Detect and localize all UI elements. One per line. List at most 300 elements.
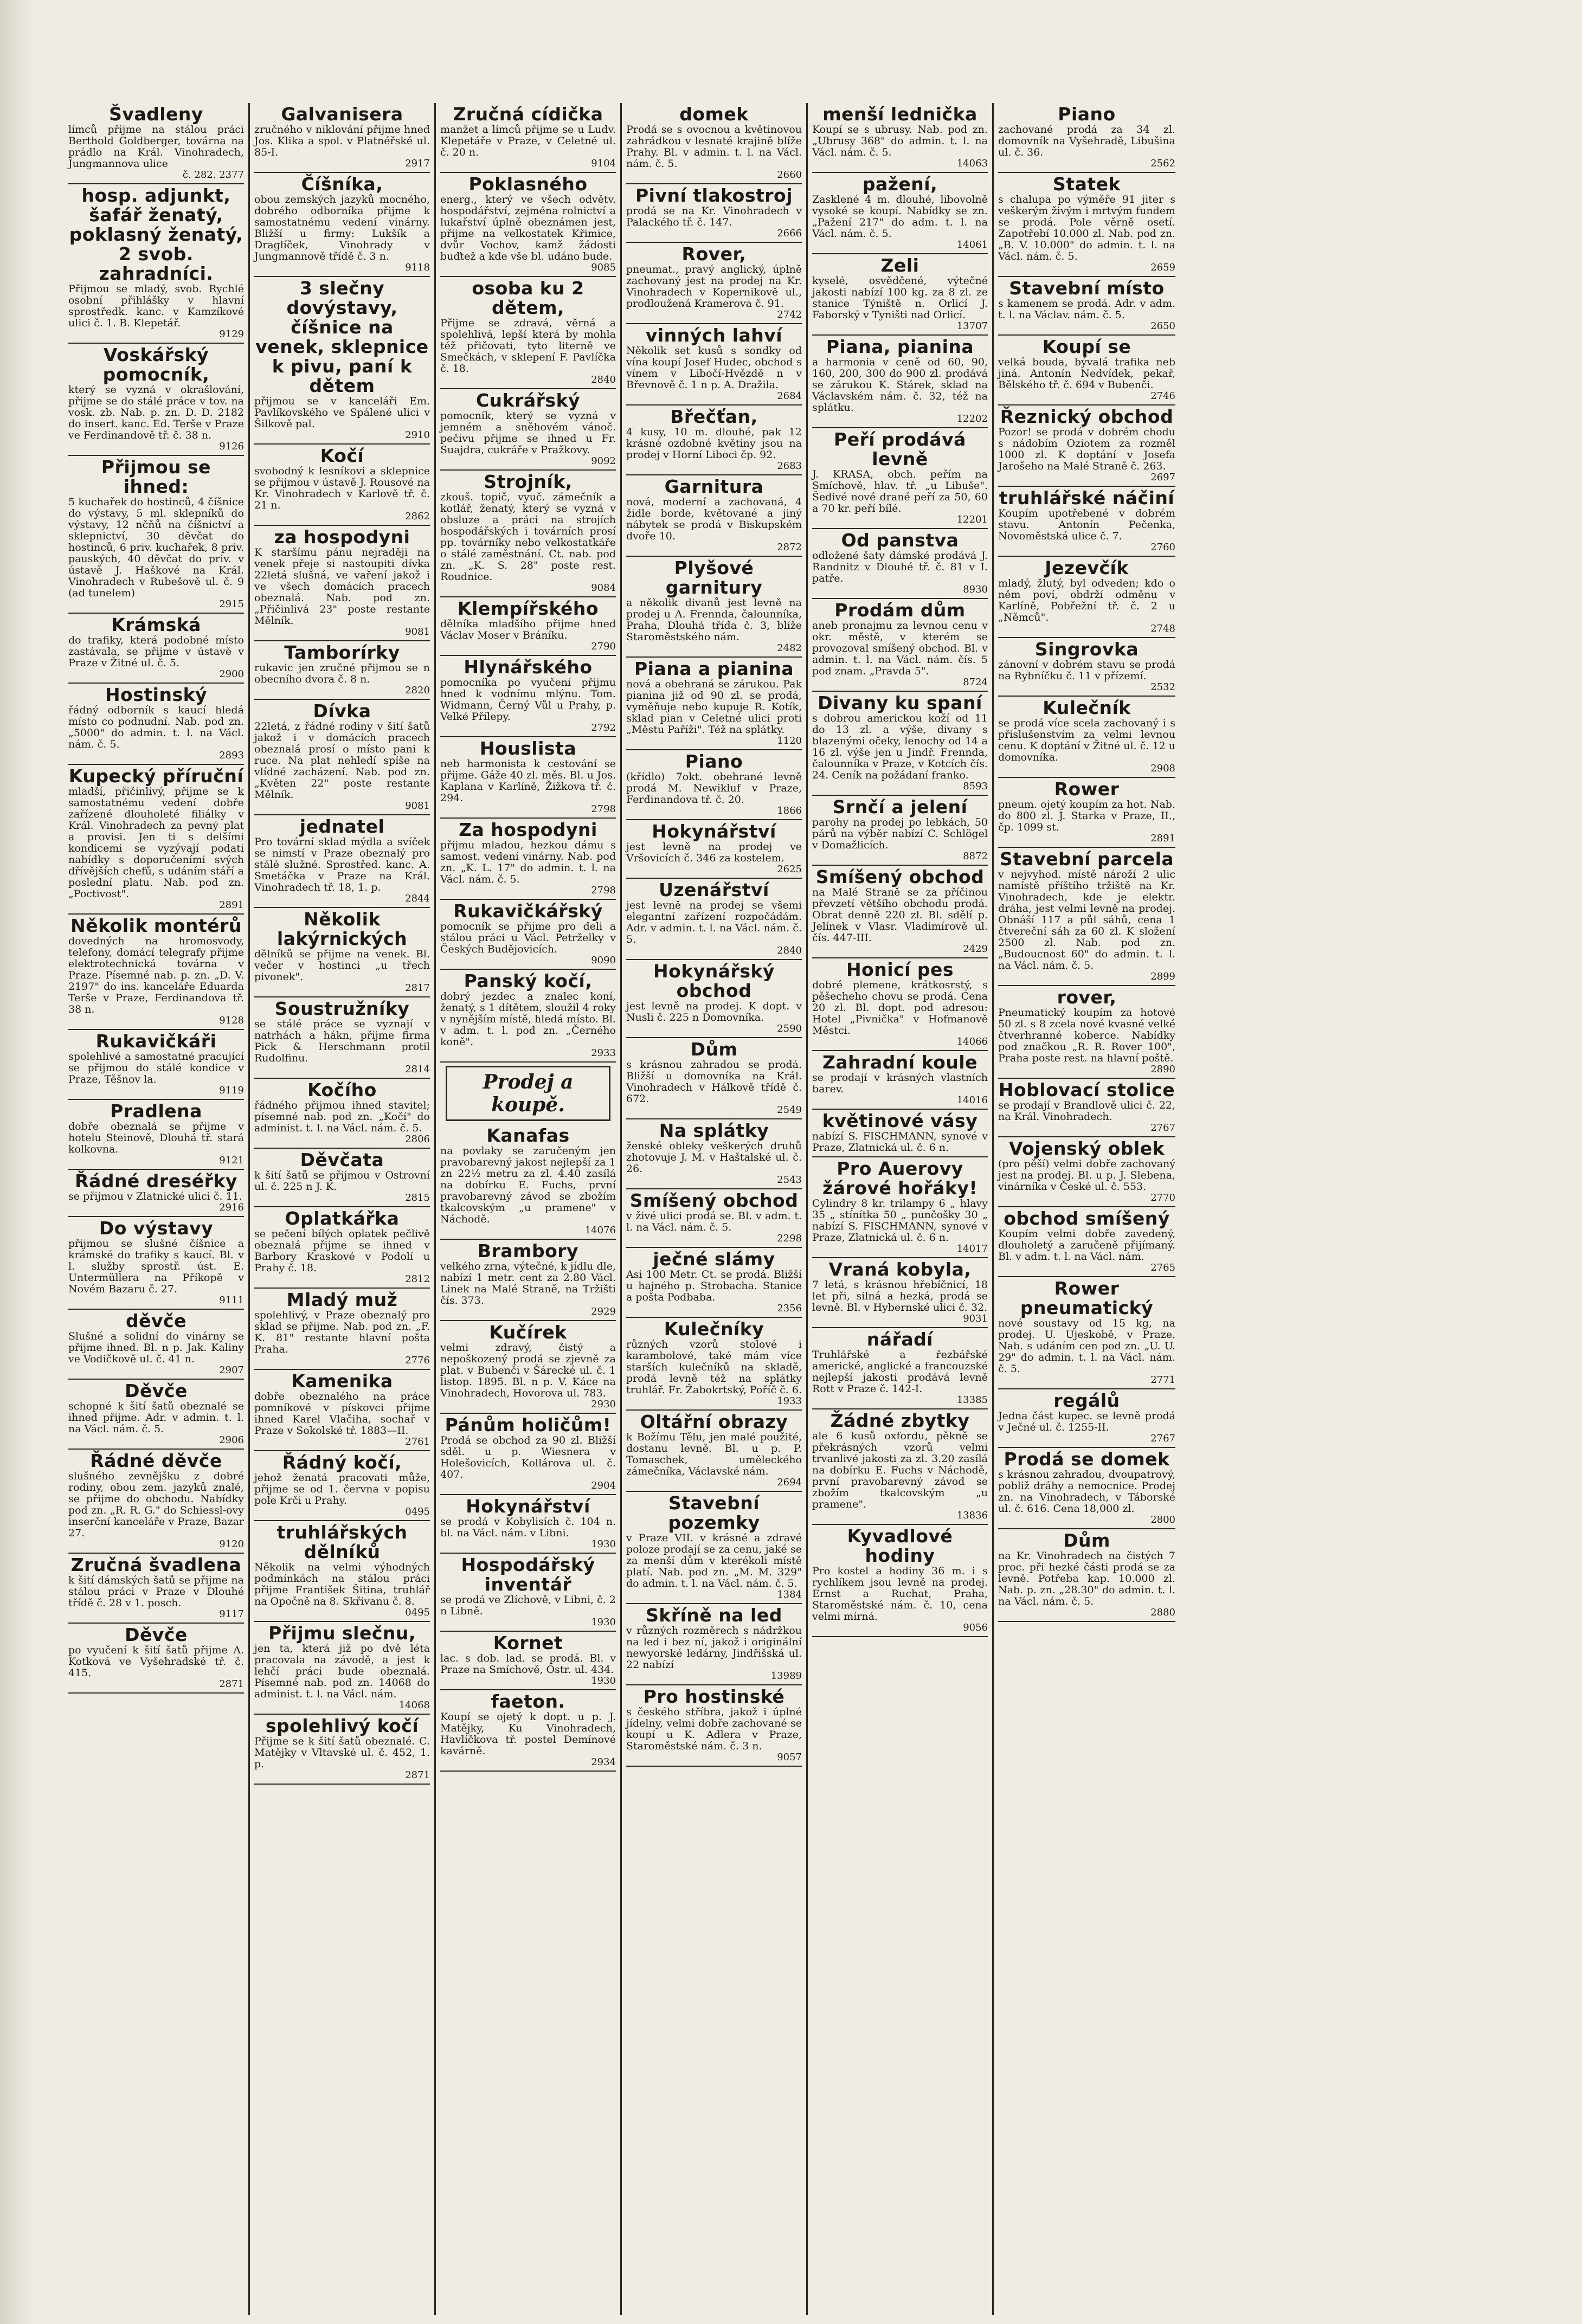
ad-headline: Řádné dreséřky <box>75 1170 237 1192</box>
classified-ad <box>812 103 988 173</box>
ad-code: 2429 <box>963 943 988 955</box>
ad-headline: Kočího <box>307 1079 377 1100</box>
classified-ad <box>626 820 802 879</box>
ad-headline: Břečťan, <box>670 406 758 427</box>
ad-body: se pečení bílých oplatek pečlivě obeznalá přijme se ihned v Barbory Kraskové v Podolí u Prahy č. 18. <box>254 1228 430 1274</box>
ad-code: 9119 <box>219 1085 244 1096</box>
ad-body: v Praze VII. v krásné a zdravé poloze prodají se za cenu, jaké se za menší dům v kterékoli místě platí. Nab. pod zn. „M. M. 329" do admin. t. l. na Václ. nám. č. 5. <box>626 1532 802 1589</box>
ad-code: 14016 <box>956 1095 988 1106</box>
ad-headline: Kupecký příruční <box>68 765 244 787</box>
ad-code: 2862 <box>405 511 430 522</box>
classified-ad <box>254 997 430 1079</box>
classified-ad <box>998 697 1175 778</box>
ad-headline: Pánům holičům! <box>445 1414 612 1435</box>
ad-code: 2650 <box>1150 320 1175 332</box>
ad-code: 2798 <box>591 885 616 896</box>
classified-ad <box>626 557 802 658</box>
classified-ad <box>626 960 802 1038</box>
classified-ad <box>626 1411 802 1492</box>
ad-headline: Od panstva <box>841 530 959 551</box>
classified-ad <box>440 103 616 173</box>
ad-headline: Pro hostinské <box>643 1686 785 1707</box>
ad-code: č. 282. 2377 <box>182 169 244 181</box>
ad-code: 2684 <box>777 390 802 402</box>
ad-code: 2543 <box>777 1174 802 1186</box>
classified-ad <box>812 529 988 599</box>
ad-code: 2814 <box>405 1064 430 1075</box>
ad-headline: Kučírek <box>489 1322 567 1343</box>
ad-body: se přijmou v Zlatnické ulici č. 11. <box>68 1190 242 1202</box>
ad-headline: Hokynářství <box>466 1496 590 1517</box>
ad-headline: Smíšený obchod <box>815 866 985 887</box>
ad-code: 2800 <box>1150 1514 1175 1525</box>
ad-body: Několik set kusů s sondky od vína koupí Josef Hudec, obchod s vínem v Libočí-Hvězdě n v Břevnově č. 1 n p. A. Dražila. <box>626 345 802 391</box>
ad-code: 2760 <box>1150 542 1175 553</box>
ad-headline: Rover, <box>681 243 747 265</box>
classified-ad <box>254 1521 430 1622</box>
classified-ad <box>812 173 988 254</box>
ad-body: Několik na velmi výhodných podmínkách na stálou práci přijme František Šitina, truhlář na Opočně na 8. Skřivanu č. 8. <box>254 1561 430 1607</box>
ad-headline: Stavební místo <box>1009 278 1165 299</box>
ad-code: 2683 <box>777 460 802 472</box>
classified-ad <box>626 475 802 557</box>
ad-headline: nářadí <box>866 1329 934 1350</box>
classified-ad <box>68 765 244 915</box>
ad-body: 5 kuchařek do hostinců, 4 číšnice do výstavy, 5 ml. sklepníků do výstavy, 12 nčňů na číšnictví a sklepnictví, 30 děvčat do hostinců, 6 priv. kuchařek, 8 priv. pauských, 40 děvčat do priv. v ústavě J. Haškové na Král. Vinohradech v Rubešově ul. č. 9 (ad tunelem) <box>68 496 244 599</box>
ad-headline: Několik montérů <box>70 915 242 936</box>
classified-ad <box>998 1389 1175 1448</box>
classified-ad <box>440 970 616 1063</box>
ad-code: 13989 <box>770 1670 802 1682</box>
classified-ad <box>254 908 430 997</box>
ad-headline: Kanafas <box>486 1125 570 1146</box>
ad-headline: Piana a pianina <box>634 658 794 679</box>
ad-code: 2840 <box>777 945 802 956</box>
classified-ad <box>440 1414 616 1495</box>
classified-ad <box>998 1277 1175 1389</box>
ad-headline: Brambory <box>477 1240 579 1261</box>
ad-code: 2746 <box>1150 390 1175 402</box>
ad-body: na Kr. Vinohradech na čistých 7 proc. při hezké části prodá se za levně. Potřeba kap. 10.000 zl. Nab. p. zn. „28.30" do admin. t. l. na Václ. nám. č. 5. <box>998 1550 1175 1607</box>
ad-body: Truhlářské a řezbářské americké, anglické a francouzské nejlepší jakosti prodává levně Rott v Praze č. 142-I. <box>812 1349 988 1395</box>
ad-headline: Statek <box>1053 173 1121 195</box>
ad-code: 2666 <box>777 228 802 239</box>
classified-ad <box>812 1409 988 1525</box>
ad-column-5 <box>808 103 994 2315</box>
ad-code: 9057 <box>777 1752 802 1763</box>
ad-body: dovedných na hromosvody, telefony, domácí telegrafy přijme elektrotechnická továrna v Praze. Písemné nab. p. zn. „D. V. 2197" do ins. kanceláře Eduarda Terše v Praze, Ferdinandova tř. 38 n. <box>68 935 244 1015</box>
ad-code: 9085 <box>591 262 616 273</box>
ad-headline: 3 slečny dovýstavy, číšnice na venek, sklepnice k pivu, paní k dětem <box>255 278 429 396</box>
ad-headline: Plyšové garnitury <box>665 557 763 598</box>
ad-code: 2933 <box>591 1047 616 1059</box>
classified-ad <box>626 243 802 324</box>
ad-body: nová, moderní a zachovaná, 4 židle borde, květované a jiný nábytek se prodá v Biskupském dvoře 10. <box>626 496 802 542</box>
ad-code: 2893 <box>219 750 244 761</box>
ad-headline: Cukrářský <box>475 390 581 411</box>
ad-code: 2906 <box>219 1434 244 1446</box>
classified-ad <box>440 597 616 656</box>
classified-ad <box>626 1119 802 1189</box>
ad-body: Koupím velmi dobře zavedený, dlouholetý a zaručeně přijímaný. Bl. v adm. t. l. na Václ. nám. <box>998 1228 1175 1263</box>
ad-body: v živé ulici prodá se. Bl. v adm. t. l. na Václ. nám. č. 5. <box>626 1210 802 1233</box>
ad-body: dělníka mladšího přijme hned Václav Moser v Bráníku. <box>440 618 616 641</box>
ad-headline: Žádné zbytky <box>830 1410 970 1431</box>
classified-ad <box>68 1624 244 1694</box>
ad-body: Koupím upotřebené v dobrém stavu. Antonín Pečenka, Novoměstská ulice č. 7. <box>998 507 1175 542</box>
ad-body: Zasklené 4 m. dlouhé, libovolně vysoké se koupí. Nabídky se zn. „Pažení 217" do adm. t. l. na Václ. nám. č. 5. <box>812 194 988 240</box>
ad-code: 2742 <box>777 309 802 320</box>
classified-ad <box>812 428 988 529</box>
classified-ad <box>254 445 430 526</box>
ad-headline: Řádné děvče <box>90 1450 222 1471</box>
ad-body: se prodá ve Zlíchově, v Libni, č. 2 n Libně. <box>440 1594 616 1617</box>
ad-body: pomocník se přijme pro deli a stálou práci u Václ. Petrželky v Českých Budějovicích. <box>440 920 616 955</box>
ad-body: slušného zevnějšku z dobré rodiny, obou zem. jazyků znalé, se přijme do obchodu. Nabídky pod zn. „R. R. G." do Schiessl-ovy inserční kanceláře v Praze, Bazar 27. <box>68 1470 244 1539</box>
ad-body: energ., který ve všech odvětv. hospodářství, zejména rolnictví a lukařství úplně obeznámen jest, přijme na velkostatek Křimice, dvůr Vochov, kamž žádosti buďtež a kde vše bl. udáno bude. <box>440 194 616 262</box>
ad-headline: Pivní tlakostroj <box>635 185 793 206</box>
ad-code: 2532 <box>1150 681 1175 693</box>
classified-ad <box>998 1079 1175 1137</box>
ad-body: na Malé Straně se za příčinou převzetí většího obchodu prodá. Obrat denně 220 zl. Bl. sdělí p. Jelínek v Vlasr. Vladimírově ul. čís. 447-III. <box>812 886 988 944</box>
classified-ad <box>812 1110 988 1157</box>
ad-headline: obchod smíšený <box>1004 1208 1170 1229</box>
ad-body: dobré plemene, krátkosrstý, s pěšecheho chovu se prodá. Cena 20 zl. Bl. dopt. pod adresou: Hotel „Pivnička" v Hofmanově Městci. <box>812 979 988 1037</box>
ad-body: obou zemských jazyků mocného, dobrého odborníka přijme k samostatnému vedení vinárny. Bližší u firmy: Lukšík a Draglíček, Vinohrady v Jungmannově třídě č. 3 n. <box>254 194 430 262</box>
classified-ad <box>68 456 244 614</box>
classified-ad <box>812 796 988 866</box>
classified-ad <box>68 684 244 765</box>
ad-headline: hosp. adjunkt, šafář ženatý, poklasný ženatý, 2 svob. zahradníci. <box>69 185 243 284</box>
classified-ad <box>68 1310 244 1380</box>
ad-code: 9056 <box>963 1622 988 1633</box>
ad-code: 13836 <box>956 1510 988 1521</box>
ad-body: k Božímu Tělu, jen malé použité, dostanu levně. Bl. u p. P. Tomaschek, uměleckého zámečníka, Václavské nám. <box>626 1431 802 1477</box>
ad-headline: Za hospodyni <box>459 819 597 840</box>
ad-body: Jedna část kupec. se levně prodá v Ječné ul. č. 1255-II. <box>998 1410 1175 1433</box>
classified-ad <box>812 254 988 336</box>
classified-ad <box>254 1370 430 1451</box>
ad-headline: Houslista <box>479 738 577 759</box>
ad-body: dobrý jezdec a znalec koní, ženatý, s 1 dítětem, sloužil 4 roky v nynějším místě, hledá místo. Bl. v adm. t. l. pod zn. „Černého koně". <box>440 990 616 1048</box>
ad-body: různých vzorů stolové i karambolové, také mám více starších kulečníků na skladě, prodá levně též na splátky truhlář. Fr. Žabokrtský, Poříč č. 6. <box>626 1338 802 1396</box>
ad-code: 2549 <box>777 1104 802 1116</box>
ad-body: pomocníka po vyučení přijmu hned k vodnímu mlýnu. Tom. Widmann, Černý Vůl u Prahy, p. Velké Přílepy. <box>440 677 616 723</box>
ad-code: 2840 <box>591 374 616 385</box>
ad-headline: Rukavičkářský <box>453 900 603 922</box>
ad-body: rukavic jen zručné přijmou se n obecního dvora č. 8 n. <box>254 662 430 685</box>
ad-headline: květinové vásy <box>822 1110 978 1131</box>
ad-column-2 <box>250 103 436 2315</box>
classified-ad <box>812 336 988 428</box>
ad-code: 2891 <box>219 899 244 911</box>
ad-headline: Hlynářského <box>464 656 593 678</box>
classified-ad <box>254 1149 430 1207</box>
ad-body: J. KRASA, obch. peřím na Smíchově, hlav. tř. „u Libuše". Šedivé nové drané peří za 50, 60 a 70 kr. peří bílé. <box>812 468 988 514</box>
ad-code: 2761 <box>405 1436 430 1447</box>
ad-body: (pro pěší) velmi dobře zachovaný jest na prodej. Bl. u p. J. Slebena, vinárníka v České ul. č. 553. <box>998 1158 1175 1193</box>
page-edge <box>0 0 33 2324</box>
ad-column-6 <box>994 103 1180 2315</box>
classified-ad <box>440 900 616 970</box>
ad-body: svobodný k lesníkovi a sklepnice se přijmou v ústavě J. Rousové na Kr. Vinohradech v Karlově tř. č. 21 n. <box>254 465 430 511</box>
classified-ad <box>998 336 1175 405</box>
ad-body: zkouš. topič, vyuč. zámečník a kotlář, ženatý, který se vyzná v obsluze a práci na strojích hospodářských i továrních prosí pp. továrníky nebo velkostatkáře o stálé zaměstnání. Ct. nab. pod zn. „K. S. 28" poste rest. Roudnice. <box>440 491 616 583</box>
ad-code: 2890 <box>1150 1064 1175 1075</box>
ad-headline: rover, <box>1057 987 1117 1008</box>
ad-headline: Řádný kočí, <box>282 1452 402 1473</box>
classified-ad <box>998 173 1175 277</box>
classified-ad <box>998 638 1175 697</box>
ad-headline: osoba ku 2 dětem, <box>472 278 584 318</box>
ad-headline: Skříně na led <box>646 1605 782 1626</box>
ad-body: mladý, žlutý, byl odveden; kdo o něm poví, obdrží odměnu v Karlíně, Pobřežní tř. č. 2 u „Němců". <box>998 577 1175 623</box>
classified-ad <box>626 1038 802 1119</box>
classified-ad <box>626 658 802 750</box>
classified-ad <box>68 184 244 344</box>
ad-body: v různých rozměrech s nádržkou na led i bez ní, jakož i originální newyorské ledárny, Jindřišská ul. 22 nabízí <box>626 1625 802 1671</box>
classified-ad <box>440 1690 616 1772</box>
classified-ad <box>626 1492 802 1604</box>
ad-code: 1120 <box>777 735 802 746</box>
ad-code: 9081 <box>405 626 430 638</box>
ad-code: 2771 <box>1150 1374 1175 1386</box>
ad-headline: truhlářské náčiní <box>999 487 1175 508</box>
ad-code: 2817 <box>405 982 430 994</box>
ad-body: řádný odborník s kaucí hledá místo co podnudní. Nab. pod zn. „5000" do admin. t. l. na Václ. nám. č. 5. <box>68 704 244 750</box>
classified-ad <box>440 1632 616 1690</box>
ad-headline: Hospodářský inventář <box>461 1554 595 1595</box>
classified-ad <box>68 915 244 1030</box>
ad-headline: Stavební parcela <box>999 848 1174 870</box>
classified-ad <box>254 1715 430 1785</box>
ad-headline: Koupí se <box>1042 336 1131 357</box>
ad-code: 2934 <box>591 1756 616 1768</box>
ad-headline: Pro Auerovy žárové hořáky! <box>822 1158 978 1199</box>
ad-column-4 <box>622 103 808 2315</box>
classified-ad <box>626 1248 802 1318</box>
ad-code: 2748 <box>1150 623 1175 634</box>
ad-code: 2907 <box>219 1364 244 1376</box>
ad-headline: Poklasného <box>468 173 588 195</box>
ad-headline: Piana, pianina <box>826 336 974 357</box>
classified-ad <box>68 1380 244 1450</box>
ad-headline: faeton. <box>491 1691 565 1712</box>
ad-body: se prodají v Brandlově ulici č. 22, na Král. Vinohradech. <box>998 1099 1175 1123</box>
ad-body: Pro tovární sklad mýdla a svíček se nimstí v Praze obeznalý pro stálé služné. Sprostřed. kanc. A. Smetáčka v Praze na Král. Vinohradech tř. 18, 1. p. <box>254 836 430 893</box>
ad-code: 2871 <box>219 1678 244 1690</box>
classified-ad <box>68 1554 244 1624</box>
ad-body: (křídlo) 7okt. obehrané levně prodá M. Newikluf v Praze, Ferdinandova tř. č. 20. <box>626 771 802 806</box>
ad-body: pomocník, který se vyzná v jemném a sněhovém vánoč. pečivu přijme se ihned u Fr. Suajdra, cukráře v Pražkovy. <box>440 410 616 456</box>
ad-code: 2915 <box>219 598 244 610</box>
ad-body: a harmonia v ceně od 60, 90, 160, 200, 300 do 900 zl. prodává se zárukou K. Stárek, sklad na Václavském nám. č. 32, též na splátku. <box>812 356 988 414</box>
classified-ads-page <box>64 103 1582 2315</box>
ad-body: spolehlivé a samostatné pracující se přijmou do stálé kondice v Praze, Těšnov la. <box>68 1051 244 1085</box>
ad-headline: Divany ku spaní <box>818 692 982 713</box>
ad-headline: Zručná švadlena <box>70 1554 242 1575</box>
ad-body: přijmou se v kanceláři Em. Pavlíkovského ve Spálené ulici v Šilkově pal. <box>254 395 430 430</box>
ad-code: 2929 <box>591 1306 616 1317</box>
ad-body: límců přijme na stálou práci Berthold Goldberger, továrna na prádlo na Král. Vinohradech, Jungmannova ulice <box>68 124 244 170</box>
ad-code: 8593 <box>963 781 988 792</box>
classified-ad <box>254 815 430 908</box>
section-rubric: Prodej a koupě. <box>446 1066 610 1121</box>
ad-column-1 <box>64 103 250 2315</box>
ad-body: ale 6 kusů oxfordu, pěkně se překrásných vzorů velmi trvanlivé jakosti za zl. 3.20 zasílá na dobírku E. Fuchs v Náchodě, první pravobarevný závod se zbožím tkalcovským „u pramene". <box>812 1430 988 1510</box>
classified-ad <box>68 1450 244 1554</box>
ad-body: velkého zrna, výtečné, k jídlu dle, nabízí 1 metr. cent za 2.80 Václ. Linek na Malé Straně, na Tržišti čís. 373. <box>440 1260 616 1306</box>
ad-code: 2694 <box>777 1477 802 1488</box>
classified-ad <box>254 103 430 173</box>
ad-body: s kamenem se prodá. Adr. v adm. t. l. na Václav. nám. č. 5. <box>998 298 1175 321</box>
classified-ad <box>998 1137 1175 1207</box>
ad-code: 2790 <box>591 641 616 652</box>
ad-body: ženské obleky veškerých druhů zhotovuje J. M. v Haštalské ul. č. 26. <box>626 1140 802 1175</box>
ad-code: 2917 <box>405 158 430 169</box>
ad-code: 13707 <box>956 320 988 332</box>
ad-code: 9121 <box>219 1155 244 1166</box>
ad-code: 9126 <box>219 441 244 452</box>
classified-ad <box>440 1554 616 1632</box>
ad-body: se prodají v krásných vlastních barev. <box>812 1072 988 1095</box>
ad-body: nová a obehraná se zárukou. Pak pianina již od 90 zl. se prodá, vyměňuje nebo kupuje R. Kotík, sklad pian v Celetné ulici proti „Městu Paříži". Též na splátky. <box>626 678 802 736</box>
ad-code: 9118 <box>405 262 430 273</box>
classified-ad <box>812 1525 988 1637</box>
ad-body: aneb pronajmu za levnou cenu v okr. městě, v kterém se provozoval smíšený obchod. Bl. v admin. t. l. na Václ. nám. čís. 5 pod znam. „Pravda 5". <box>812 620 988 677</box>
ad-code: 2562 <box>1150 158 1175 169</box>
ad-body: Pro kostel a hodiny 36 m. i s rychlíkem jsou levně na prodej. Ernst a Ruchat, Praha, Staroměstské nám. č. 10, cena velmi mírná. <box>812 1565 988 1623</box>
ad-headline: Peří prodává levně <box>834 429 966 469</box>
classified-ad <box>626 1604 802 1685</box>
ad-headline: Stavební pozemky <box>668 1492 760 1533</box>
ad-headline: děvče <box>126 1310 187 1331</box>
ad-body: spolehlivý, v Praze obeznalý pro sklad se přijme. Nab. pod zn. „F. K. 81" restante hlavní pošta Praha. <box>254 1309 430 1355</box>
ad-headline: Jezevčík <box>1045 557 1129 578</box>
classified-ad <box>254 1451 430 1521</box>
ad-body: neb harmonista k cestování se přijme. Gáže 40 zl. měs. Bl. u Jos. Kaplana v Karlíně, Žižkova tř. č. 294. <box>440 758 616 804</box>
ad-code: 2872 <box>777 542 802 553</box>
ad-headline: Kamenika <box>291 1370 393 1392</box>
ad-body: K staršímu pánu nejraději na venek přeje si nastoupiti dívka 22letá slušná, ve vaření jakož i ve všech domácích pracech obeznalá. Nab. pod zn. „Přičinlivá 23" poste restante Mělník. <box>254 546 430 627</box>
classified-ad <box>68 103 244 184</box>
ad-headline: Přijmou se ihned: <box>101 456 211 497</box>
ad-body: lac. s dob. lad. se prodá. Bl. v Praze na Smíchově, Ostr. ul. 434. <box>440 1652 616 1676</box>
ad-headline: Klempířského <box>457 598 599 619</box>
ad-headline: Rower <box>1054 778 1120 800</box>
ad-body: se prodá v Kobylisích č. 104 n. bl. na Václ. nám. v Libni. <box>440 1516 616 1539</box>
ad-headline: truhlářských dělníků <box>276 1522 408 1562</box>
classified-ad <box>440 1495 616 1554</box>
ad-code: 2844 <box>405 893 430 904</box>
ad-headline: Kornet <box>493 1632 563 1653</box>
ad-code: 2792 <box>591 722 616 733</box>
ad-code: 2660 <box>777 169 802 181</box>
ad-body: pneumat., pravý anglický, úplně zachovaný jest na prodej na Kr. Vinohradech v Kopernikově ul., prodloužená Kramerova č. 91. <box>626 263 802 310</box>
ad-headline: Hoblovací stolice <box>998 1079 1175 1100</box>
ad-headline: Dům <box>1063 1530 1110 1551</box>
classified-ad <box>812 692 988 796</box>
ad-headline: Oltářní obrazy <box>640 1411 788 1432</box>
ad-headline: Do výstavy <box>99 1218 214 1239</box>
ad-code: 2815 <box>405 1192 430 1203</box>
ad-code: 1384 <box>777 1589 802 1600</box>
ad-body: se prodá více scela zachovaný i s příslušenstvím za velmi levnou cenu. K doptání v Žitné ul. č. 12 u domovníka. <box>998 717 1175 763</box>
ad-body: dělníků se přijme na venek. Bl. večer v hostinci „u třech pivonek". <box>254 948 430 983</box>
ad-body: manžet a límců přijme se u Ludv. Klepetáře v Praze, v Celetné ul. č. 20 n. <box>440 124 616 158</box>
ad-code: 8872 <box>963 851 988 862</box>
ad-body: 7 letá, s krásnou hřebíčnicí, 18 let při, silná a hezká, prodá se levně. Bl. v Hybernské ulici č. 32. <box>812 1279 988 1314</box>
ad-headline: Dívka <box>313 700 371 722</box>
classified-ad <box>626 879 802 960</box>
ad-code: 0495 <box>405 1607 430 1618</box>
ad-headline: Vraná kobyla, <box>828 1259 972 1280</box>
classified-ad <box>68 1170 244 1217</box>
classified-ad <box>998 103 1175 173</box>
ad-headline: Voskářský pomocník, <box>102 344 210 385</box>
ad-headline: vinných lahví <box>645 325 783 346</box>
ad-code: 2891 <box>1150 833 1175 844</box>
ad-code: 2770 <box>1150 1192 1175 1203</box>
classified-ad <box>68 1217 244 1310</box>
ad-headline: domek <box>679 104 749 125</box>
ad-headline: Pradlena <box>110 1100 202 1122</box>
ad-body: do trafiky, která podobné místo zastávala, se přijme v ústavě v Praze v Žitné ul. č. 5. <box>68 634 244 669</box>
ad-code: 2904 <box>591 1480 616 1491</box>
ad-code: 2659 <box>1150 262 1175 273</box>
ad-headline: Strojník, <box>484 471 573 492</box>
ad-code: 9104 <box>591 158 616 169</box>
classified-ad <box>254 1622 430 1715</box>
classified-ad <box>626 1685 802 1767</box>
ad-headline: jednatel <box>299 816 385 837</box>
ad-headline: Tamborírky <box>284 642 400 663</box>
ad-headline: Singrovka <box>1034 639 1139 660</box>
ad-headline: Uzenářství <box>659 879 769 900</box>
ad-code: 1930 <box>591 1538 616 1550</box>
classified-ad <box>254 641 430 700</box>
classified-ad <box>440 389 616 471</box>
ad-body: zánovní v dobrém stavu se prodá na Rybníčku č. 11 v přízemí. <box>998 659 1175 682</box>
ad-code: 9120 <box>219 1538 244 1550</box>
ad-body: se stálé práce se vyznají v natrhách a hákn, přijme firma Pick & Herschmann protil Rudolfinu. <box>254 1018 430 1064</box>
ad-headline: Srnčí a jelení <box>832 796 968 817</box>
ad-body: mladší, přičinlivý, přijme se k samostatnému vedení dobře zařízené dlouholeté filiálky v Král. Vinohradech za pevný plat a provisi. Jen ti s delšími kondicemi se vyzývají podati nabídky s doporučeními svých dřívějších chefů, s udáním stáří a poslední platu. Nab. pod zn. „Poctivost". <box>68 786 244 900</box>
ad-body: s dobrou americkou koží od 11 do 13 zl. a výše, divany s blazenými očeky, lenochy od 14 a 16 zl. výše jen u Jindř. Frennda, čalounníka v Praze, v Kotcích čís. 24. Ceník na požádaní franko. <box>812 712 988 781</box>
ad-body: kyselé, osvědčené, výtečné jakosti nabízí 100 kg. za 8 zl. ze stanice Týniště n. Orlicí J. Faborský v Tyništi nad Orlicí. <box>812 275 988 321</box>
ad-code: 14066 <box>956 1036 988 1047</box>
ad-code: 9084 <box>591 582 616 594</box>
ad-headline: Garnitura <box>664 476 764 497</box>
ad-body: dobře obeznalá se přijme v hotelu Steinově, Dlouhá tř. stará kolkovna. <box>68 1121 244 1155</box>
ad-code: 2880 <box>1150 1607 1175 1618</box>
ad-code: 2930 <box>591 1399 616 1410</box>
ad-headline: Švadleny <box>109 104 203 125</box>
ad-body: Asi 100 Metr. Ct. se prodá. Bližší u hajného p. Strobacha. Stanice a pošta Podbaba. <box>626 1269 802 1303</box>
classified-ad <box>254 1079 430 1149</box>
ad-code: 2908 <box>1150 763 1175 774</box>
ad-headline: Oplatkářka <box>285 1208 400 1229</box>
ad-code: 2765 <box>1150 1262 1175 1273</box>
classified-ad <box>998 277 1175 336</box>
ad-code: 9111 <box>219 1295 244 1306</box>
classified-ad <box>998 557 1175 638</box>
ad-code: 2798 <box>591 803 616 815</box>
classified-ad <box>254 526 430 641</box>
ad-code: 2916 <box>219 1202 244 1213</box>
ad-body: nabízí S. FISCHMANN, synové v Praze, Zlatnická ul. č. 6 n. <box>812 1130 988 1154</box>
ad-body: k šití dámských šatů se přijme na stálou práci v Praze v Dlouhé třídě č. 28 v 1. posch. <box>68 1574 244 1609</box>
